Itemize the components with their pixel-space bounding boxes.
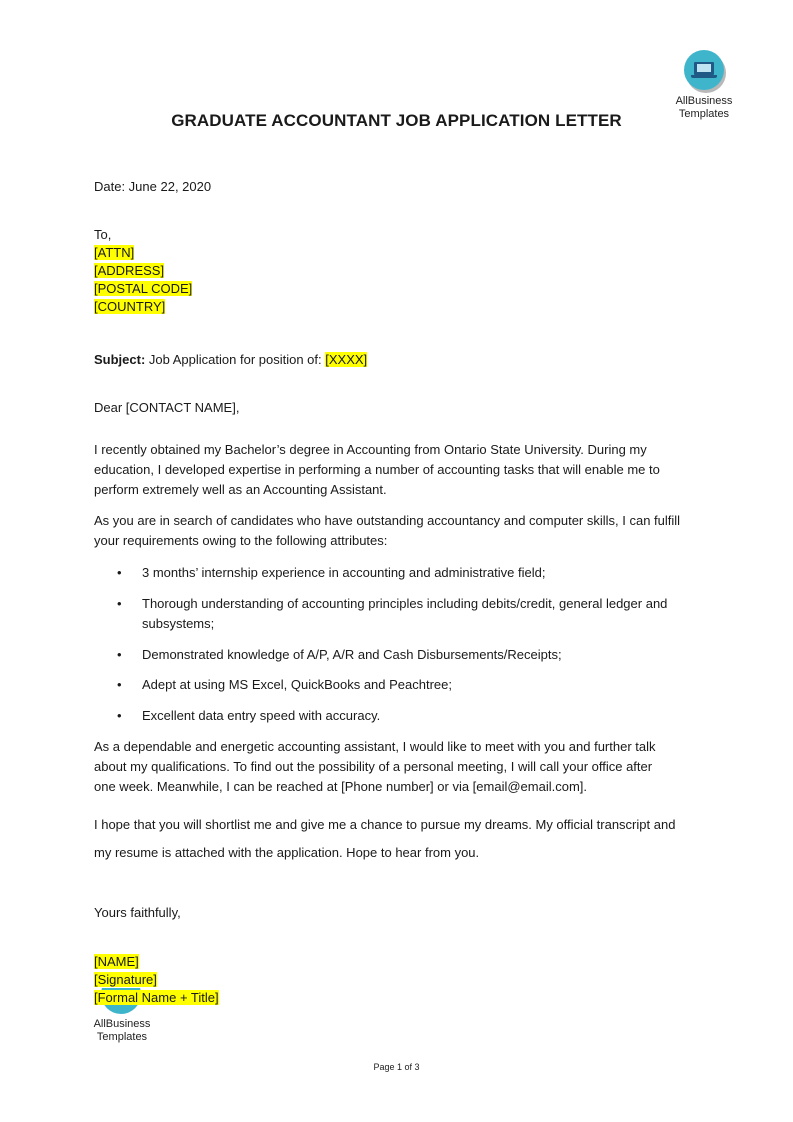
address-street: [ADDRESS] xyxy=(94,263,165,278)
page-footer: Page 1 of 3 xyxy=(373,1062,420,1072)
logo-line1: AllBusiness xyxy=(675,95,733,107)
list-item: subsystems; xyxy=(142,616,215,631)
address-country: [COUNTRY] xyxy=(94,299,166,314)
address-attn: [ATTN] xyxy=(94,245,135,260)
para2-line: your requirements owing to the following attributes: xyxy=(94,533,388,548)
logo-line1: AllBusiness xyxy=(93,1018,151,1030)
para2-line: As you are in search of candidates who have outstanding accountancy and computer skills, I can fulfill xyxy=(94,513,681,528)
salutation: Dear [CONTACT NAME], xyxy=(94,400,240,415)
logo-line2: Templates xyxy=(678,108,730,120)
list-item: Thorough understanding of accounting principles including debits/credit, general ledger and xyxy=(142,596,668,611)
para3-line: one week. Meanwhile, I can be reached at [Phone number] or via [email@email.com]. xyxy=(94,779,588,794)
para1-line: perform extremely well as an Accounting Assistant. xyxy=(94,482,387,497)
address-postal: [POSTAL CODE] xyxy=(94,281,193,296)
page-title: GRADUATE ACCOUNTANT JOB APPLICATION LETTER xyxy=(171,111,622,130)
closing: Yours faithfully, xyxy=(94,905,181,920)
para3-line: As a dependable and energetic accounting assistant, I would like to meet with you and further talk xyxy=(94,739,656,754)
laptop-icon xyxy=(694,62,714,75)
para1-line: education, I developed expertise in performing a number of accounting tasks that will enable me to xyxy=(94,462,660,477)
letter-date: Date: June 22, 2020 xyxy=(94,179,212,194)
para3-line: about my qualifications. To find out the possibility of a personal meeting, I will call your office after xyxy=(94,759,653,774)
bullet-icon: • xyxy=(117,677,122,692)
address-to: To, xyxy=(94,227,112,242)
subject-text: Job Application for position of: xyxy=(145,352,326,367)
bullet-icon: • xyxy=(117,647,122,662)
subject-placeholder: [XXXX] xyxy=(325,352,368,367)
para4-line: I hope that you will shortlist me and give me a chance to pursue my dreams. My official transcript and xyxy=(94,817,676,832)
signature-name: [NAME] xyxy=(94,954,139,969)
subject-label: Subject: xyxy=(94,352,146,367)
list-item: Excellent data entry speed with accuracy. xyxy=(142,708,381,723)
logo-line2: Templates xyxy=(96,1031,148,1043)
para1-line: I recently obtained my Bachelor’s degree in Accounting from Ontario State University. During my xyxy=(94,442,647,457)
bullet-icon: • xyxy=(117,596,122,611)
para4-line: my resume is attached with the application. Hope to hear from you. xyxy=(94,845,480,860)
signature-formal-name: [Formal Name + Title] xyxy=(94,990,219,1005)
logo-circle xyxy=(684,50,724,90)
list-item: 3 months’ internship experience in accounting and administrative field; xyxy=(142,565,546,580)
subject-line xyxy=(94,351,367,369)
bullet-icon: • xyxy=(117,565,122,580)
list-item: Demonstrated knowledge of A/P, A/R and Cash Disbursements/Receipts; xyxy=(142,647,562,662)
list-item: Adept at using MS Excel, QuickBooks and Peachtree; xyxy=(142,677,453,692)
bullet-icon: • xyxy=(117,708,122,723)
signature-signature: [Signature] xyxy=(94,972,157,987)
